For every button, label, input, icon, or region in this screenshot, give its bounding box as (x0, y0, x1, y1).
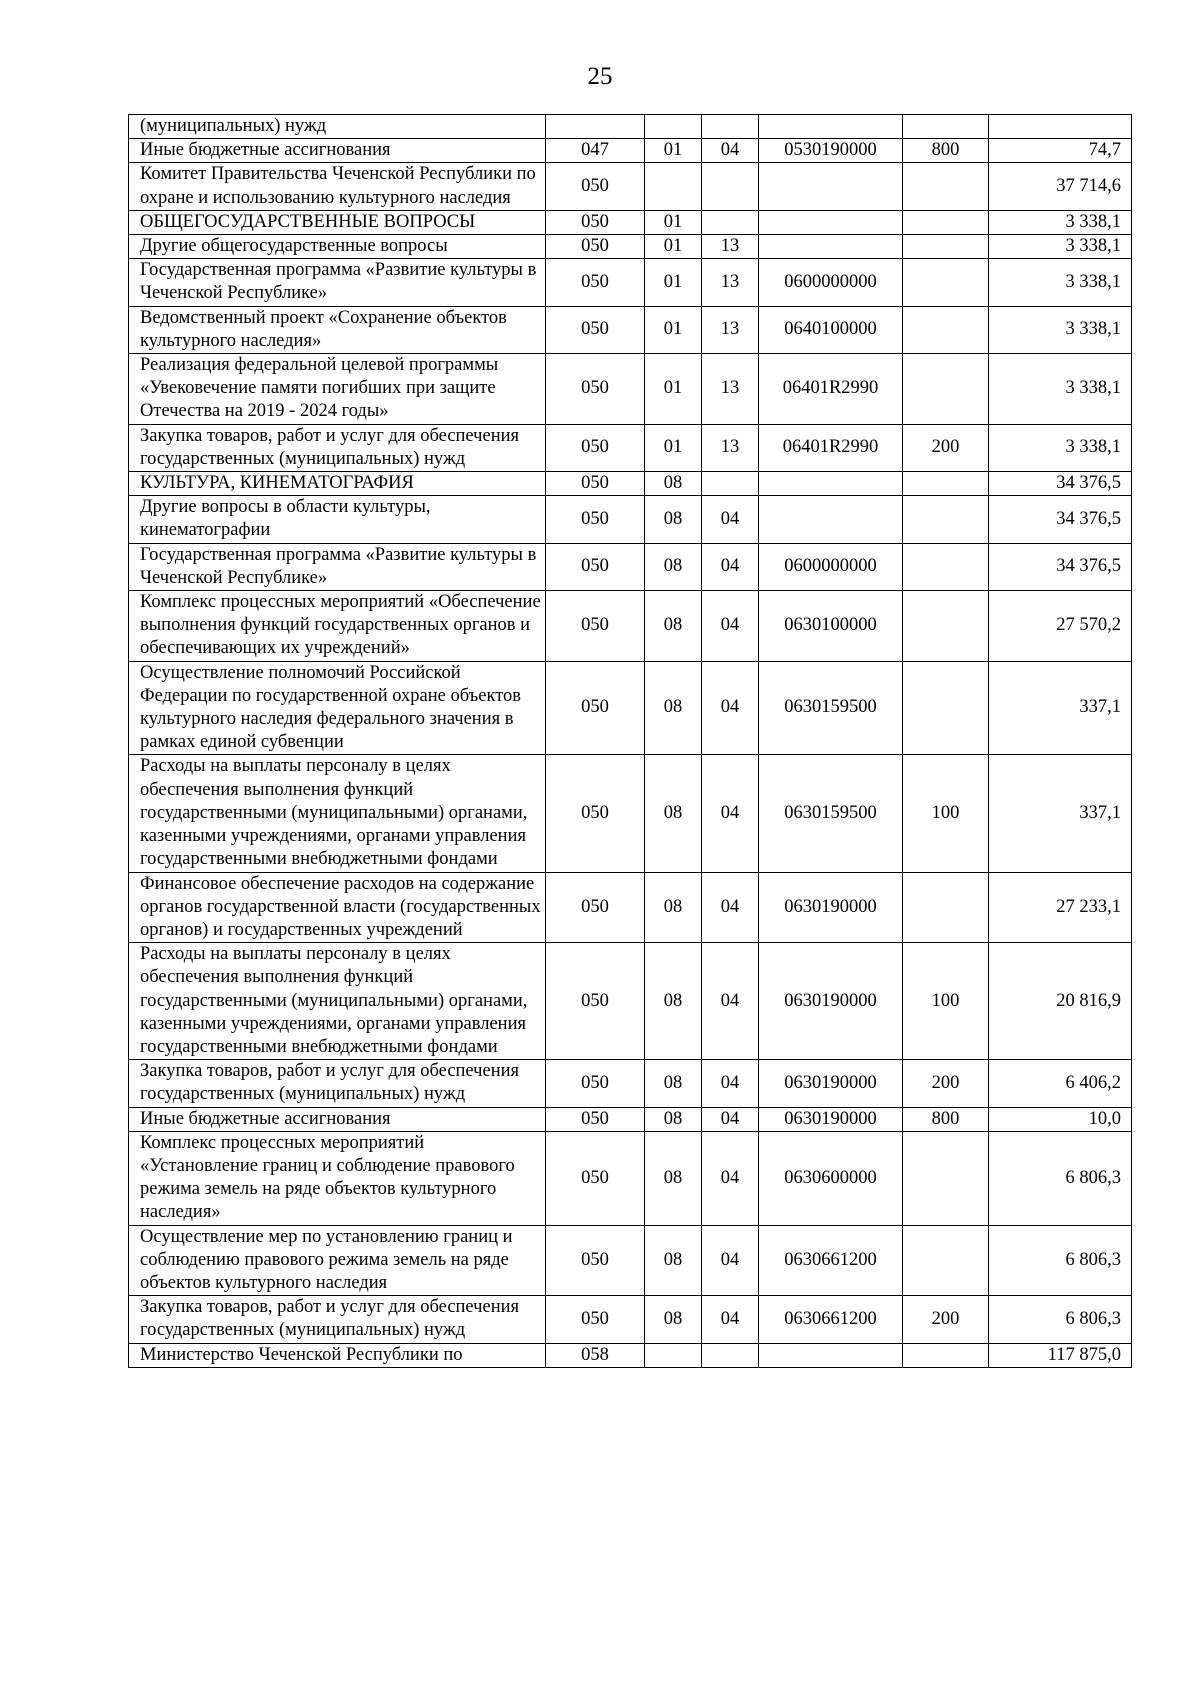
table-row (129, 115, 1132, 139)
target-article-cell: 0630600000 (759, 1131, 903, 1225)
table-row (129, 259, 1132, 306)
target-article-cell: 0640100000 (759, 306, 903, 353)
expense-type-cell (903, 1131, 989, 1225)
target-article-cell: 0630190000 (759, 1107, 903, 1131)
budget-table (128, 114, 1132, 1368)
subsection-code-cell: 13 (702, 424, 759, 471)
section-code-cell: 01 (645, 235, 702, 259)
grbs-code-cell: 050 (546, 872, 645, 943)
grbs-code-cell: 050 (546, 210, 645, 234)
target-article-cell: 0630159500 (759, 661, 903, 755)
subsection-code-cell: 04 (702, 1131, 759, 1225)
amount-cell: 34 376,5 (989, 543, 1132, 590)
section-code-cell: 08 (645, 661, 702, 755)
section-code-cell: 01 (645, 210, 702, 234)
target-article-cell: 06401R2990 (759, 424, 903, 471)
expense-name-cell: Осуществление полномочий Российской Федерации по государственной охране объектов культурного наследия федерального значения в рамках единой субвенции (129, 661, 546, 755)
table-row (129, 306, 1132, 353)
grbs-code-cell: 050 (546, 354, 645, 425)
table-row (129, 163, 1132, 210)
table-row (129, 1225, 1132, 1296)
subsection-code-cell (702, 115, 759, 139)
expense-name-cell: Министерство Чеченской Республики по (129, 1343, 546, 1367)
expense-name-cell: Иные бюджетные ассигнования (129, 139, 546, 163)
grbs-code-cell: 050 (546, 235, 645, 259)
amount-cell: 117 875,0 (989, 1343, 1132, 1367)
expense-name-cell: (муниципальных) нужд (129, 115, 546, 139)
expense-type-cell (903, 543, 989, 590)
amount-cell: 27 233,1 (989, 872, 1132, 943)
expense-type-cell (903, 496, 989, 543)
amount-cell (989, 115, 1132, 139)
expense-type-cell: 800 (903, 139, 989, 163)
grbs-code-cell: 050 (546, 306, 645, 353)
expense-name-cell: ОБЩЕГОСУДАРСТВЕННЫЕ ВОПРОСЫ (129, 210, 546, 234)
expense-type-cell (903, 1225, 989, 1296)
target-article-cell (759, 210, 903, 234)
expense-name-cell: Комитет Правительства Чеченской Республики по охране и использованию культурного наследия (129, 163, 546, 210)
target-article-cell: 0600000000 (759, 543, 903, 590)
grbs-code-cell: 050 (546, 1060, 645, 1107)
amount-cell: 3 338,1 (989, 306, 1132, 353)
expense-type-cell (903, 259, 989, 306)
table-row (129, 943, 1132, 1060)
target-article-cell: 0630661200 (759, 1225, 903, 1296)
grbs-code-cell: 050 (546, 472, 645, 496)
expense-name-cell: Государственная программа «Развитие культуры в Чеченской Республике» (129, 259, 546, 306)
amount-cell: 37 714,6 (989, 163, 1132, 210)
expense-type-cell (903, 661, 989, 755)
expense-type-cell: 200 (903, 1296, 989, 1343)
grbs-code-cell: 050 (546, 1107, 645, 1131)
target-article-cell: 06401R2990 (759, 354, 903, 425)
section-code-cell: 08 (645, 591, 702, 662)
grbs-code-cell: 050 (546, 1225, 645, 1296)
target-article-cell: 0630190000 (759, 943, 903, 1060)
subsection-code-cell: 13 (702, 306, 759, 353)
amount-cell: 337,1 (989, 661, 1132, 755)
subsection-code-cell: 04 (702, 872, 759, 943)
expense-name-cell: Осуществление мер по установлению границ и соблюдению правового режима земель на ряде объектов культурного наследия (129, 1225, 546, 1296)
section-code-cell: 08 (645, 472, 702, 496)
expense-name-cell: Расходы на выплаты персоналу в целях обеспечения выполнения функций государственными (муниципальными) органами, казенными учреждениями, органами управления государственными внебюджетными фондами (129, 755, 546, 872)
section-code-cell: 08 (645, 943, 702, 1060)
grbs-code-cell: 050 (546, 1131, 645, 1225)
amount-cell: 3 338,1 (989, 210, 1132, 234)
expense-name-cell: Другие общегосударственные вопросы (129, 235, 546, 259)
table-row (129, 591, 1132, 662)
expense-type-cell: 100 (903, 943, 989, 1060)
section-code-cell: 08 (645, 1296, 702, 1343)
expense-name-cell: КУЛЬТУРА, КИНЕМАТОГРАФИЯ (129, 472, 546, 496)
expense-type-cell (903, 163, 989, 210)
grbs-code-cell: 050 (546, 591, 645, 662)
section-code-cell (645, 163, 702, 210)
expense-name-cell: Расходы на выплаты персоналу в целях обеспечения выполнения функций государственными (муниципальными) органами, казенными учреждениями, органами управления государственными внебюджетными фондами (129, 943, 546, 1060)
expense-name-cell: Ведомственный проект «Сохранение объектов культурного наследия» (129, 306, 546, 353)
expense-name-cell: Комплекс процессных мероприятий «Установление границ и соблюдение правового режима земель на ряде объектов культурного наследия» (129, 1131, 546, 1225)
target-article-cell: 0630100000 (759, 591, 903, 662)
section-code-cell: 01 (645, 259, 702, 306)
section-code-cell: 08 (645, 1225, 702, 1296)
expense-type-cell: 800 (903, 1107, 989, 1131)
amount-cell: 27 570,2 (989, 591, 1132, 662)
table-row (129, 872, 1132, 943)
table-row (129, 1296, 1132, 1343)
subsection-code-cell: 13 (702, 259, 759, 306)
amount-cell: 74,7 (989, 139, 1132, 163)
amount-cell: 6 806,3 (989, 1225, 1132, 1296)
subsection-code-cell: 04 (702, 496, 759, 543)
amount-cell: 3 338,1 (989, 424, 1132, 471)
subsection-code-cell (702, 163, 759, 210)
section-code-cell: 08 (645, 755, 702, 872)
subsection-code-cell: 04 (702, 1225, 759, 1296)
grbs-code-cell: 050 (546, 661, 645, 755)
target-article-cell: 0530190000 (759, 139, 903, 163)
table-row (129, 1343, 1132, 1367)
subsection-code-cell: 04 (702, 1060, 759, 1107)
grbs-code-cell: 050 (546, 1296, 645, 1343)
amount-cell: 6 406,2 (989, 1060, 1132, 1107)
subsection-code-cell (702, 1343, 759, 1367)
table-row (129, 1131, 1132, 1225)
expense-type-cell (903, 1343, 989, 1367)
section-code-cell (645, 115, 702, 139)
expense-type-cell (903, 872, 989, 943)
section-code-cell: 01 (645, 354, 702, 425)
grbs-code-cell: 058 (546, 1343, 645, 1367)
grbs-code-cell: 050 (546, 259, 645, 306)
expense-type-cell (903, 354, 989, 425)
grbs-code-cell: 050 (546, 755, 645, 872)
section-code-cell (645, 1343, 702, 1367)
target-article-cell (759, 472, 903, 496)
grbs-code-cell: 050 (546, 496, 645, 543)
subsection-code-cell (702, 472, 759, 496)
expense-type-cell (903, 115, 989, 139)
subsection-code-cell: 04 (702, 1296, 759, 1343)
subsection-code-cell: 04 (702, 139, 759, 163)
grbs-code-cell: 047 (546, 139, 645, 163)
table-row (129, 235, 1132, 259)
subsection-code-cell: 04 (702, 543, 759, 590)
section-code-cell: 01 (645, 139, 702, 163)
subsection-code-cell: 04 (702, 661, 759, 755)
section-code-cell: 01 (645, 306, 702, 353)
grbs-code-cell: 050 (546, 163, 645, 210)
table-row (129, 496, 1132, 543)
target-article-cell (759, 115, 903, 139)
expense-name-cell: Закупка товаров, работ и услуг для обеспечения государственных (муниципальных) нужд (129, 1296, 546, 1343)
expense-name-cell: Закупка товаров, работ и услуг для обеспечения государственных (муниципальных) нужд (129, 1060, 546, 1107)
table-row (129, 424, 1132, 471)
expense-name-cell: Закупка товаров, работ и услуг для обеспечения государственных (муниципальных) нужд (129, 424, 546, 471)
subsection-code-cell (702, 210, 759, 234)
table-row (129, 755, 1132, 872)
grbs-code-cell: 050 (546, 424, 645, 471)
amount-cell: 20 816,9 (989, 943, 1132, 1060)
amount-cell: 3 338,1 (989, 259, 1132, 306)
subsection-code-cell: 04 (702, 943, 759, 1060)
target-article-cell: 0630159500 (759, 755, 903, 872)
amount-cell: 6 806,3 (989, 1131, 1132, 1225)
target-article-cell: 0630190000 (759, 1060, 903, 1107)
target-article-cell (759, 163, 903, 210)
expense-type-cell (903, 306, 989, 353)
table-row (129, 661, 1132, 755)
subsection-code-cell: 13 (702, 235, 759, 259)
section-code-cell: 08 (645, 496, 702, 543)
expense-type-cell (903, 235, 989, 259)
expense-name-cell: Финансовое обеспечение расходов на содержание органов государственной власти (государственных органов) и государственных учреждений (129, 872, 546, 943)
expense-name-cell: Другие вопросы в области культуры, кинематографии (129, 496, 546, 543)
subsection-code-cell: 04 (702, 755, 759, 872)
expense-type-cell: 200 (903, 424, 989, 471)
table-row (129, 472, 1132, 496)
table-row (129, 1060, 1132, 1107)
amount-cell: 337,1 (989, 755, 1132, 872)
section-code-cell: 08 (645, 872, 702, 943)
table-row (129, 1107, 1132, 1131)
target-article-cell: 0630190000 (759, 872, 903, 943)
amount-cell: 10,0 (989, 1107, 1132, 1131)
section-code-cell: 08 (645, 1131, 702, 1225)
subsection-code-cell: 13 (702, 354, 759, 425)
expense-type-cell (903, 591, 989, 662)
target-article-cell: 0630661200 (759, 1296, 903, 1343)
budget-table-body (129, 115, 1132, 1368)
expense-name-cell: Государственная программа «Развитие культуры в Чеченской Республике» (129, 543, 546, 590)
amount-cell: 3 338,1 (989, 354, 1132, 425)
amount-cell: 6 806,3 (989, 1296, 1132, 1343)
section-code-cell: 08 (645, 543, 702, 590)
table-row (129, 210, 1132, 234)
page-number: 25 (587, 63, 613, 90)
expense-name-cell: Комплекс процессных мероприятий «Обеспечение выполнения функций государственных органов и обеспечивающих их учреждений» (129, 591, 546, 662)
target-article-cell (759, 1343, 903, 1367)
section-code-cell: 08 (645, 1060, 702, 1107)
amount-cell: 34 376,5 (989, 472, 1132, 496)
target-article-cell: 0600000000 (759, 259, 903, 306)
amount-cell: 3 338,1 (989, 235, 1132, 259)
section-code-cell: 01 (645, 424, 702, 471)
grbs-code-cell: 050 (546, 943, 645, 1060)
amount-cell: 34 376,5 (989, 496, 1132, 543)
grbs-code-cell (546, 115, 645, 139)
expense-type-cell (903, 472, 989, 496)
expense-type-cell: 200 (903, 1060, 989, 1107)
grbs-code-cell: 050 (546, 543, 645, 590)
table-row (129, 543, 1132, 590)
expense-name-cell: Иные бюджетные ассигнования (129, 1107, 546, 1131)
table-row (129, 354, 1132, 425)
subsection-code-cell: 04 (702, 1107, 759, 1131)
expense-type-cell: 100 (903, 755, 989, 872)
table-row (129, 139, 1132, 163)
expense-name-cell: Реализация федеральной целевой программы «Увековечение памяти погибших при защите Отечества на 2019 - 2024 годы» (129, 354, 546, 425)
expense-type-cell (903, 210, 989, 234)
target-article-cell (759, 496, 903, 543)
subsection-code-cell: 04 (702, 591, 759, 662)
section-code-cell: 08 (645, 1107, 702, 1131)
target-article-cell (759, 235, 903, 259)
